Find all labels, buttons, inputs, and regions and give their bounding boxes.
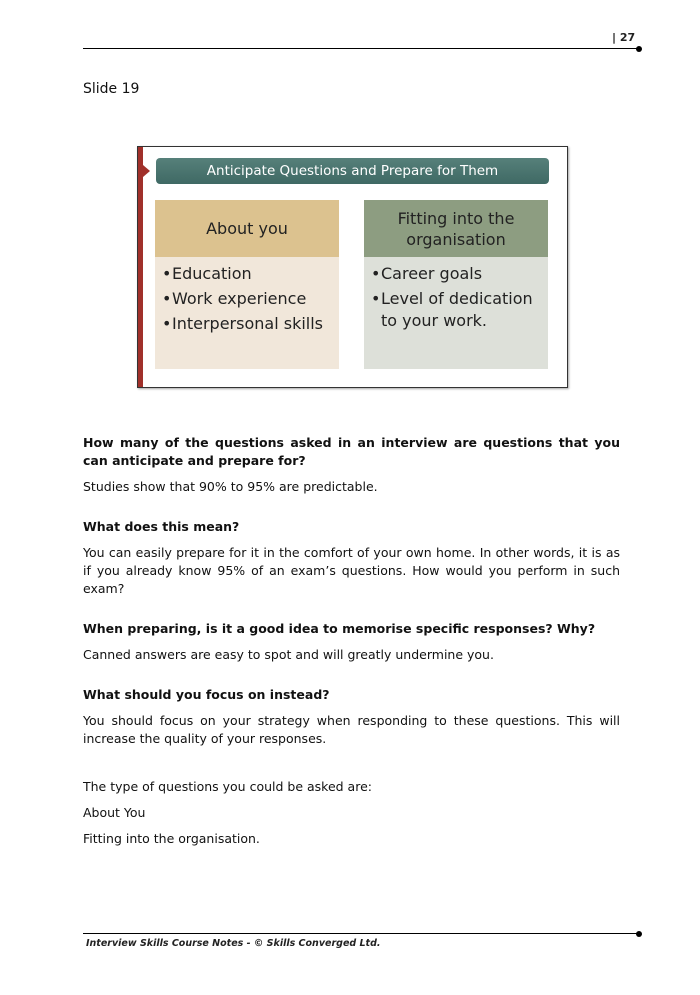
- slide-accent-notch: [143, 165, 150, 177]
- question-2: What does this mean?: [83, 519, 240, 534]
- list-item: •Interpersonal skills: [162, 314, 324, 333]
- rule-end-dot: [636, 931, 642, 937]
- answer-3: Canned answers are easy to spot and will greatly undermine you.: [83, 647, 494, 662]
- answer-4: You should focus on your strategy when responding to these questions. This will increase the quality of your responses.: [83, 713, 620, 746]
- slide-accent-bar: [138, 147, 143, 387]
- answer-1: Studies show that 90% to 95% are predictable.: [83, 479, 378, 494]
- slide-thumbnail: [137, 146, 568, 388]
- answer-2: You can easily prepare for it in the comfort of your own home. In other words, it is as if you already know 95% of an exam’s questions. How would you perform in such exam?: [83, 545, 620, 596]
- rule-end-dot: [636, 46, 642, 52]
- list-item: •Career goals: [371, 264, 483, 283]
- header-rule: [83, 48, 639, 49]
- footer-rule: [83, 933, 639, 934]
- right-column-body: [364, 257, 548, 369]
- closing-item-2: Fitting into the organisation.: [83, 831, 260, 846]
- list-item: •Level of dedication to your work.: [371, 289, 533, 330]
- left-column-body: [155, 257, 339, 369]
- slide-label: Slide 19: [83, 81, 140, 97]
- list-item: •Work experience: [162, 289, 307, 308]
- slide-title-banner: Anticipate Questions and Prepare for Them: [156, 158, 549, 184]
- list-item: •Education: [162, 264, 252, 283]
- question-3: When preparing, is it a good idea to memorise specific responses? Why?: [83, 621, 596, 636]
- footer-text: Interview Skills Course Notes - © Skills Converged Ltd.: [86, 938, 381, 949]
- left-column-heading: About you: [155, 200, 339, 257]
- question-4: What should you focus on instead?: [83, 687, 330, 702]
- right-column-heading: Fitting into the organisation: [364, 200, 548, 257]
- closing-item-1: About You: [83, 805, 146, 820]
- closing-intro: The type of questions you could be asked are:: [83, 779, 372, 794]
- page-number: | 27: [612, 31, 636, 44]
- question-1: How many of the questions asked in an interview are questions that you can anticipate and prepare for?: [83, 435, 620, 468]
- notes-content: [83, 434, 620, 848]
